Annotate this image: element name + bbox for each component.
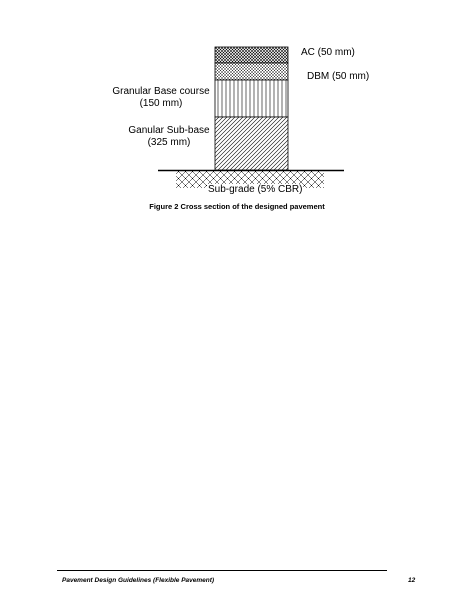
ac-layer-label: AC (50 mm) xyxy=(301,47,355,58)
dbm-layer xyxy=(215,63,288,80)
subgrade-label: Sub-grade (5% CBR) xyxy=(208,184,303,195)
granular-base-layer xyxy=(215,80,288,117)
figure-caption: Figure 2 Cross section of the designed pavement xyxy=(149,202,325,211)
granular-subbase-layer xyxy=(215,117,288,170)
granular-subbase-label-line1: Ganular Sub-base xyxy=(128,125,210,136)
page-number: 12 xyxy=(408,577,416,584)
granular-subbase-label-line2: (325 mm) xyxy=(147,137,191,148)
granular-subbase-label xyxy=(121,125,217,149)
footer-rule xyxy=(57,570,387,571)
dbm-layer-label: DBM (50 mm) xyxy=(307,71,370,82)
ac-layer xyxy=(215,47,288,63)
granular-base-label-line2: (150 mm) xyxy=(139,98,183,109)
granular-base-label-line1: Granular Base course xyxy=(112,86,210,97)
granular-base-label xyxy=(108,86,214,110)
footer-title: Pavement Design Guidelines (Flexible Pavement) xyxy=(62,577,215,584)
